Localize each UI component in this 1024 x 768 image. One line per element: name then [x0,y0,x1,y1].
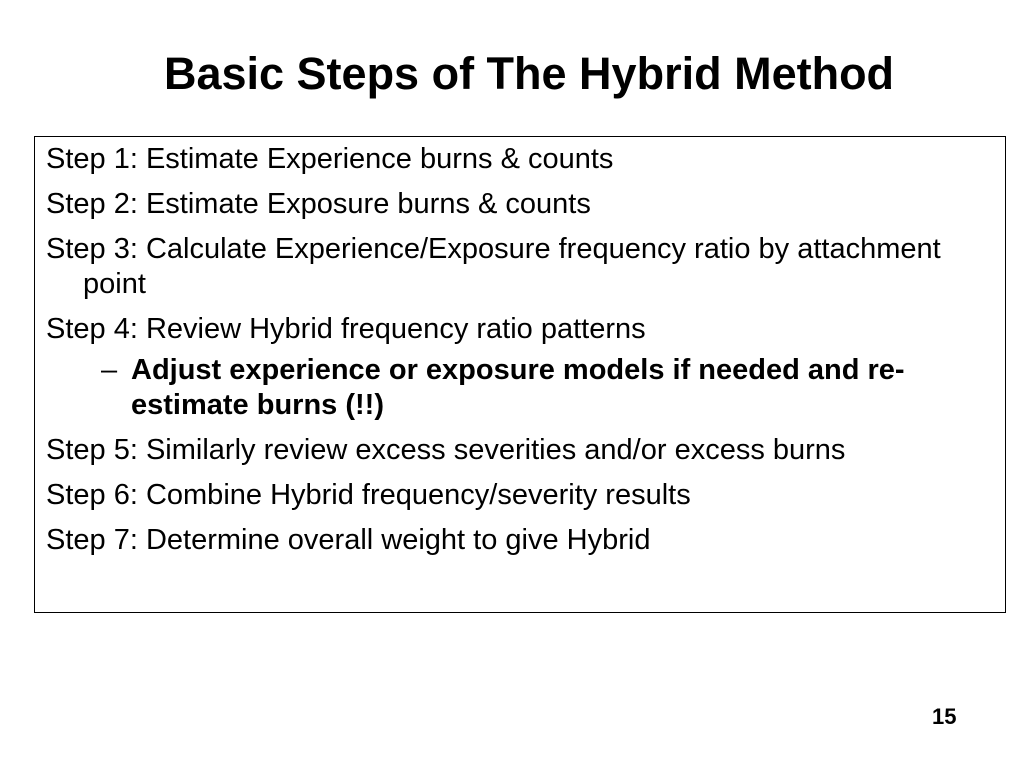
sub-step-item [46,353,995,423]
step-item-4-text: Step 4: Review Hybrid frequency ratio patterns [46,313,646,345]
step-list [46,142,995,558]
step-item-1: Step 1: Estimate Experience burns & counts [46,143,614,175]
sub-step-text: Adjust experience or exposure models if needed and re-estimate burns (!!) [131,354,905,421]
step-item-7: Step 7: Determine overall weight to give Hybrid [46,524,651,556]
step-item-3: Step 3: Calculate Experience/Exposure frequency ratio by attachment point [46,233,941,300]
step-item-2: Step 2: Estimate Exposure burns & counts [46,188,591,220]
step-item-5: Step 5: Similarly review excess severities and/or excess burns [46,434,846,466]
step-item-4 [46,312,995,347]
slide-title: Basic Steps of The Hybrid Method [163,48,895,99]
dash-bullet: – [101,354,118,386]
page-number: 15 [932,704,957,729]
step-item-6: Step 6: Combine Hybrid frequency/severity results [46,479,691,511]
steps-text-box [34,136,1006,613]
